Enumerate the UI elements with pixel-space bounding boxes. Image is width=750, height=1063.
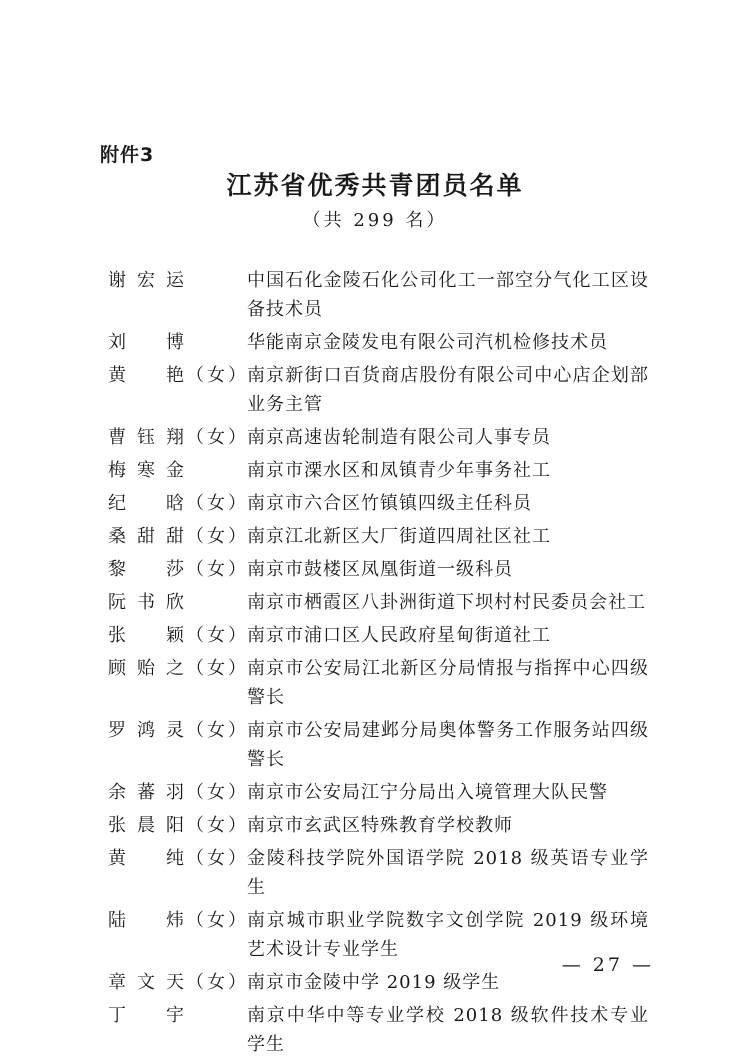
list-item — [0, 1001, 750, 1059]
document-title: 江苏省优秀共青团员名单 — [226, 171, 524, 200]
attachment-label: 附件3 — [100, 144, 155, 166]
member-organization: 南京高速齿轮制造有限公司人事专员 — [247, 427, 551, 448]
list-item — [0, 456, 750, 485]
list-item — [0, 778, 750, 807]
member-gender: （女） — [186, 427, 249, 448]
member-organization: 南京市鼓楼区凤凰街道一级科员 — [247, 559, 513, 580]
member-gender: （女） — [186, 848, 249, 869]
member-organization: 南京市六合区竹镇镇四级主任科员 — [247, 493, 532, 514]
member-name: 张 颖 — [108, 625, 184, 646]
list-item — [0, 522, 750, 551]
member-gender: （女） — [186, 910, 249, 931]
member-list — [0, 266, 750, 1063]
member-organization: 华能南京金陵发电有限公司汽机检修技术员 — [247, 332, 608, 353]
list-item — [0, 328, 750, 357]
list-item — [0, 361, 750, 419]
list-item — [0, 423, 750, 452]
member-name: 罗鸿灵 — [108, 720, 184, 741]
member-name: 纪 晗 — [108, 493, 184, 514]
member-organization: 南京城市职业学院数字文创学院 2019 级环境艺术设计专业学生 — [247, 910, 649, 960]
member-name: 丁 宇 — [108, 1005, 184, 1026]
member-name: 谢宏运 — [108, 270, 184, 291]
member-gender: （女） — [186, 559, 249, 580]
member-gender: （女） — [186, 782, 249, 803]
member-name: 余蕃羽 — [108, 782, 184, 803]
member-gender: （女） — [186, 815, 249, 836]
member-organization: 南京市公安局建邺分局奥体警务工作服务站四级警长 — [247, 720, 649, 770]
member-gender: （女） — [186, 493, 249, 514]
member-organization: 金陵科技学院外国语学院 2018 级英语专业学生 — [247, 848, 649, 898]
member-organization: 南京市公安局江北新区分局情报与指挥中心四级警长 — [247, 658, 649, 708]
member-organization: 南京江北新区大厂街道四周社区社工 — [247, 526, 551, 547]
document-subtitle: （共 299 名） — [302, 210, 448, 231]
member-organization: 南京市浦口区人民政府星甸街道社工 — [247, 625, 551, 646]
list-item — [0, 555, 750, 584]
member-organization: 南京中华中等专业学校 2018 级软件技术专业学生 — [247, 1005, 649, 1055]
member-name: 黄 纯 — [108, 848, 184, 869]
member-name: 顾贻之 — [108, 658, 184, 679]
member-gender: （女） — [186, 658, 249, 679]
member-name: 章文天 — [108, 972, 184, 993]
member-name: 桑甜甜 — [108, 526, 184, 547]
list-item — [0, 654, 750, 712]
member-name: 阮书欣 — [108, 592, 184, 613]
list-item — [0, 811, 750, 840]
member-organization: 南京市栖霞区八卦洲街道下坝村村民委员会社工 — [247, 592, 646, 613]
list-item — [0, 489, 750, 518]
list-item — [0, 844, 750, 902]
member-organization: 南京市金陵中学 2019 级学生 — [247, 972, 501, 993]
list-item — [0, 588, 750, 617]
member-name: 梅寒金 — [108, 460, 184, 481]
list-item — [0, 266, 750, 324]
list-item — [0, 716, 750, 774]
member-name: 黎 莎 — [108, 559, 184, 580]
member-organization: 中国石化金陵石化公司化工一部空分气化工区设备技术员 — [247, 270, 649, 320]
member-gender: （女） — [186, 972, 249, 993]
member-gender: （女） — [186, 365, 249, 386]
member-name: 张晨阳 — [108, 815, 184, 836]
member-name: 黄 艳 — [108, 365, 184, 386]
list-item — [0, 621, 750, 650]
member-name: 刘 博 — [108, 332, 184, 353]
member-name: 陆 炜 — [108, 910, 184, 931]
member-organization: 南京市玄武区特殊教育学校教师 — [247, 815, 513, 836]
member-name: 曹钰翔 — [108, 427, 184, 448]
member-organization: 南京市公安局江宁分局出入境管理大队民警 — [247, 782, 608, 803]
member-gender: （女） — [186, 625, 249, 646]
member-organization: 南京市溧水区和凤镇青少年事务社工 — [247, 460, 551, 481]
member-organization: 南京新街口百货商店股份有限公司中心店企划部业务主管 — [247, 365, 649, 415]
member-gender: （女） — [186, 720, 249, 741]
member-gender: （女） — [186, 526, 249, 547]
page-number: — 27 — — [561, 954, 654, 976]
